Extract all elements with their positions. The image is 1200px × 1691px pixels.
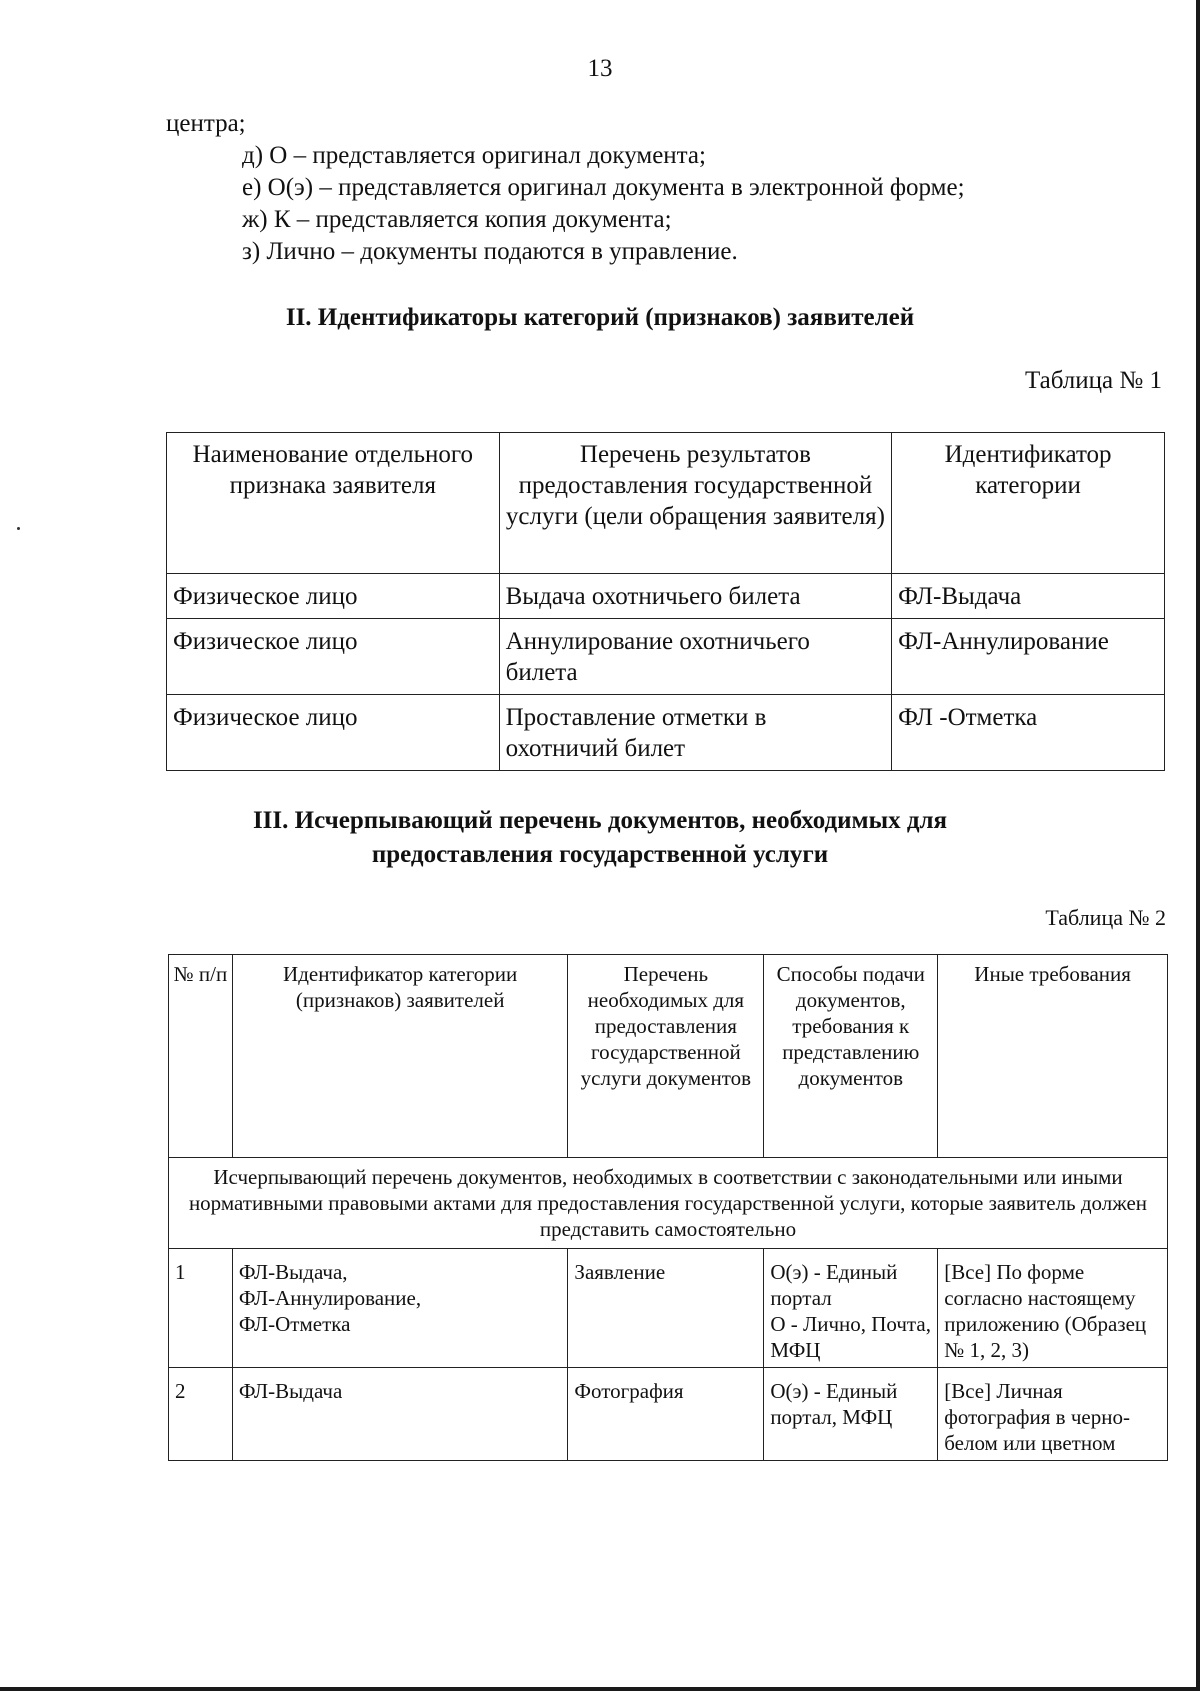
section-3-heading-line-1: III. Исчерпывающий перечень документов, необходимых для [252,807,948,834]
table-row [167,574,1165,619]
table-cell: О(э) - Единый портал О - Лично, Почта, МФЦ [764,1249,938,1368]
table-cell: ФЛ-Выдача, ФЛ-Аннулирование, ФЛ-Отметка [232,1249,568,1368]
table-subheader-cell: Исчерпывающий перечень документов, необходимых в соответствии с законодательными или иными нормативными правовыми актами для предоставления государственной услуги, которые заявитель должен представить самостоятельно [169,1158,1168,1249]
table-1-caption: Таблица № 1 [1024,367,1162,394]
intro-line: д) О – представляется оригинал документа; [242,142,706,169]
table-cell: ФЛ-Выдача [892,574,1165,619]
intro-text [166,108,1126,268]
table-cell: Физическое лицо [167,619,500,695]
table-cell: Заявление [568,1249,764,1368]
intro-line: е) О(э) – представляется оригинал документа в электронной форме; [242,174,965,201]
required-documents-table [168,954,1168,1461]
table-header-cell: Способы подачи документов, требования к представлению документов [764,955,938,1158]
table-cell: Выдача охотничьего билета [499,574,892,619]
table-header-cell: № п/п [169,955,233,1158]
table-header-row [169,955,1168,1158]
section-2-heading: II. Идентификаторы категорий (признаков) заявителей [285,304,915,331]
table-cell: ФЛ -Отметка [892,695,1165,771]
table-row [167,695,1165,771]
table-header-cell: Иные требования [938,955,1168,1158]
section-3-heading-line-2: предоставления государственной услуги [371,841,829,868]
table-cell: Аннулирование охотничьего билета [499,619,892,695]
table-header-cell: Идентификатор категории (признаков) заявителей [232,955,568,1158]
table-cell: [Все] Личная фотография в черно-белом или цветном [938,1368,1168,1461]
table-cell: ФЛ-Аннулирование [892,619,1165,695]
table-cell: Физическое лицо [167,695,500,771]
table-cell: 1 [169,1249,233,1368]
table-cell: О(э) - Единый портал, МФЦ [764,1368,938,1461]
table-row [167,619,1165,695]
table-subheader-row [169,1158,1168,1249]
table-cell: Физическое лицо [167,574,500,619]
table-header-row [167,433,1165,574]
table-header-cell: Наименование отдельного признака заявителя [167,433,500,574]
applicant-categories-table [166,432,1165,771]
table-row [169,1249,1168,1368]
intro-line: центра; [166,110,246,137]
page-edge-bottom [0,1687,1200,1691]
table-cell: 2 [169,1368,233,1461]
page-number: 13 [587,55,613,82]
table-row [169,1368,1168,1461]
table-2-caption: Таблица № 2 [1045,905,1166,930]
table-cell: Проставление отметки в охотничий билет [499,695,892,771]
table-header-cell: Идентификатор категории [892,433,1165,574]
intro-line: з) Лично – документы подаются в управление. [242,238,738,265]
table-cell: ФЛ-Выдача [232,1368,568,1461]
intro-line: ж) К – представляется копия документа; [242,206,672,233]
scan-speck [17,527,20,530]
table-cell: Фотография [568,1368,764,1461]
table-header-cell: Перечень результатов предоставления государственной услуги (цели обращения заявителя) [499,433,892,574]
table-cell: [Все] По форме согласно настоящему приложению (Образец № 1, 2, 3) [938,1249,1168,1368]
table-header-cell: Перечень необходимых для предоставления государственной услуги документов [568,955,764,1158]
